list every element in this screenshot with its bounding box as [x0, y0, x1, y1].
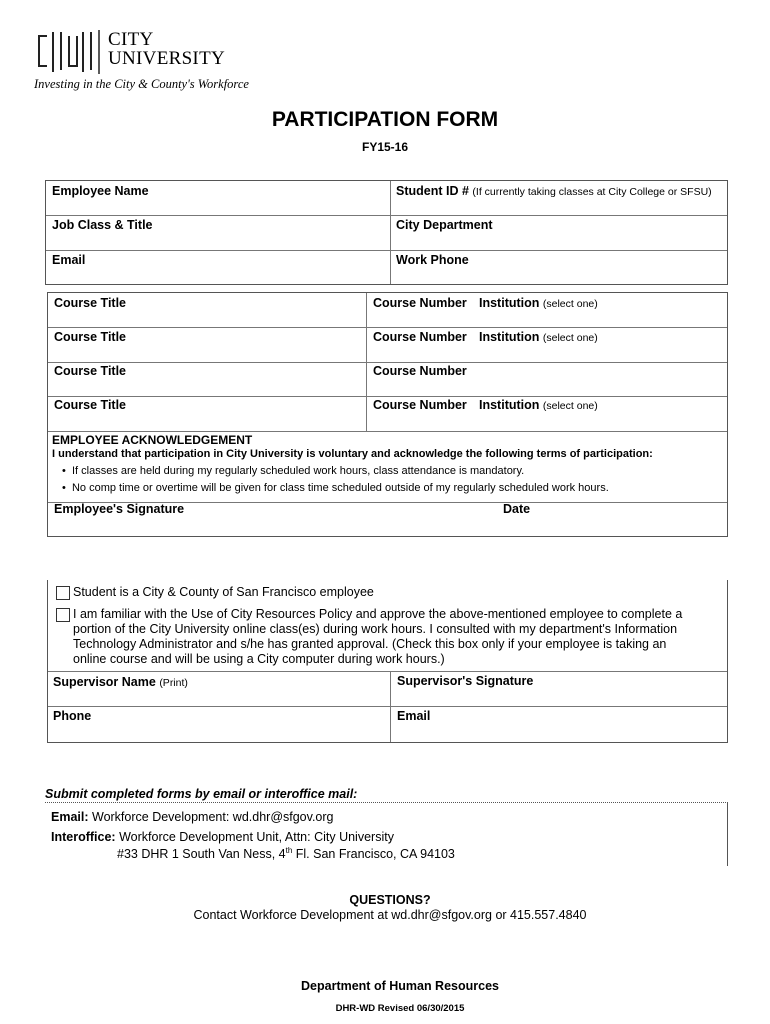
- submit-heading: Submit completed forms by email or interoffice mail:: [45, 787, 358, 801]
- date-field[interactable]: Date: [503, 502, 531, 516]
- institution-select-2[interactable]: Institution (select one): [479, 330, 598, 344]
- employee-email-field[interactable]: Email: [52, 253, 86, 267]
- city-university-logo: [33, 28, 263, 94]
- course-number-field-1[interactable]: Course Number: [373, 296, 467, 310]
- acknowledgement-bullet: • No comp time or overtime will be given for class time scheduled outside of my regularly scheduled work hours.: [62, 482, 609, 494]
- employee-status-label: Student is a City & County of San Francisco employee: [73, 585, 374, 599]
- acknowledgement-intro: I understand that participation in City University is voluntary and acknowledge the following terms of participation:: [52, 448, 653, 460]
- course-title-field-4[interactable]: Course Title: [54, 398, 127, 412]
- supervisor-section: [47, 580, 728, 743]
- acknowledgement-heading: EMPLOYEE ACKNOWLEDGEMENT: [52, 433, 253, 447]
- city-resources-checkbox[interactable]: [56, 608, 70, 622]
- course-title-field-1[interactable]: Course Title: [54, 296, 127, 310]
- supervisor-name-field[interactable]: Supervisor Name (Print): [53, 675, 188, 689]
- form-title: PARTICIPATION FORM: [271, 108, 499, 131]
- courses-section: [47, 292, 728, 537]
- employee-info-section: [45, 180, 728, 285]
- course-title-field-2[interactable]: Course Title: [54, 330, 127, 344]
- cu-monogram-icon: [33, 28, 105, 76]
- work-phone-field[interactable]: Work Phone: [396, 253, 469, 267]
- submit-interoffice: Interoffice: Workforce Development Unit, Attn: City University: [51, 830, 394, 844]
- logo-tagline: Investing in the City & County's Workforce: [34, 77, 249, 91]
- student-id-field[interactable]: Student ID # (If currently taking classes at City College or SFSU): [396, 184, 712, 198]
- city-resources-label: I am familiar with the Use of City Resources Policy and approve the above-mentioned employee to complete a portion of the City University online class(es) during work hours. I consulted with my department's Information Technology Administrator and s/he has granted approval. (Check this box only if your employee is taking an online course and will be using a City computer during work hours.): [73, 607, 683, 666]
- institution-select-4[interactable]: Institution (select one): [479, 398, 598, 412]
- employee-status-checkbox[interactable]: [56, 586, 70, 600]
- footer-revision: DHR-WD Revised 06/30/2015: [335, 1003, 465, 1014]
- employee-signature-field[interactable]: Employee's Signature: [54, 502, 185, 516]
- logo-name: CITY UNIVERSITY: [108, 29, 225, 69]
- course-number-field-4[interactable]: Course Number: [373, 398, 467, 412]
- course-number-field-3[interactable]: Course Number: [373, 364, 467, 378]
- submit-info-box: [45, 802, 728, 866]
- course-number-field-2[interactable]: Course Number: [373, 330, 467, 344]
- employee-name-field[interactable]: Employee Name: [52, 184, 149, 198]
- city-department-field[interactable]: City Department: [396, 218, 493, 232]
- acknowledgement-bullet: • If classes are held during my regularly scheduled work hours, class attendance is mandatory.: [62, 465, 525, 477]
- fiscal-year: FY15-16: [361, 140, 409, 154]
- course-title-field-3[interactable]: Course Title: [54, 364, 127, 378]
- questions-heading: QUESTIONS?: [349, 893, 431, 907]
- supervisor-email-field[interactable]: Email: [397, 709, 431, 723]
- submit-email: Email: Workforce Development: wd.dhr@sfgov.org: [51, 810, 334, 824]
- job-class-field[interactable]: Job Class & Title: [52, 218, 153, 232]
- questions-contact: Contact Workforce Development at wd.dhr@sfgov.org or 415.557.4840: [193, 908, 587, 922]
- footer-department: Department of Human Resources: [301, 979, 499, 993]
- submit-address: #33 DHR 1 South Van Ness, 4th Fl. San Francisco, CA 94103: [117, 846, 455, 862]
- supervisor-phone-field[interactable]: Phone: [53, 709, 92, 723]
- institution-select-1[interactable]: Institution (select one): [479, 296, 598, 310]
- supervisor-signature-field[interactable]: Supervisor's Signature: [397, 674, 534, 688]
